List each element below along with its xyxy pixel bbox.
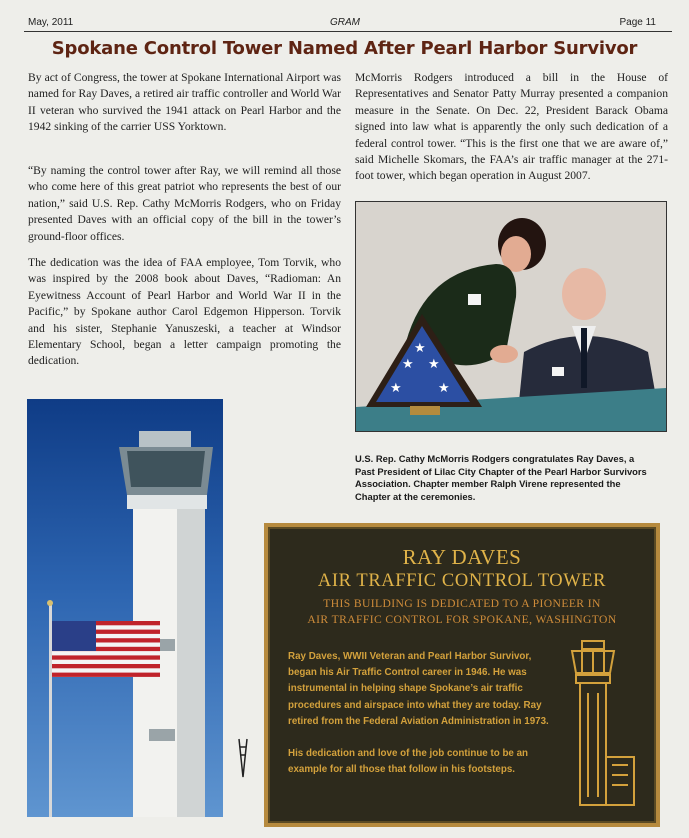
ceremony-photo: [355, 201, 667, 432]
article-paragraph-3: The dedication was the idea of FAA employee, Tom Torvik, who was inspired by the 2008 book about Daves, “Radioman: An Eyewitness Account of Pearl Harbor and World War II in the Pacific,” by Spokane author Carol Edgemon Hipperson. Torvik and his sister, Stephanie Yanuszeski, a teacher at Windsor Elementary School, began a letter campaign promoting the dedication.: [28, 256, 341, 368]
plaque-subtitle: AIR TRAFFIC CONTROL TOWER: [317, 571, 607, 591]
svg-text:★: ★: [428, 357, 440, 372]
header-rule: [24, 31, 672, 32]
svg-text:★: ★: [438, 381, 450, 396]
flag-pole: [49, 603, 52, 817]
ink-mark-icon: [236, 737, 250, 781]
plaque-closing: His dedication and love of the job continue to be an example for all those that follow in his footsteps.: [288, 748, 529, 776]
man-head: [562, 268, 606, 320]
article-paragraph-1: By act of Congress, the tower at Spokane International Airport was named for Ray Daves, a retired air traffic controller and World War II veteran who survived the 1941 attack on Pearl Harbor and the 1942 sinking of the carrier USS Yorktown.: [28, 71, 341, 134]
photo-caption: U.S. Rep. Cathy McMorris Rodgers congratulates Ray Daves, a Past President of Lilac City Chapter of the Pearl Harbor Survivors Association. Chapter member Ralph Virene represented the Chapter at the ceremonies.: [355, 453, 647, 502]
article-title: Spokane Control Tower Named After Pearl Harbor Survivor: [51, 38, 638, 59]
tower-top: [139, 431, 191, 447]
handshake: [490, 345, 518, 363]
issue-date: May, 2011: [28, 17, 74, 28]
publication-name: GRAM: [330, 17, 360, 28]
ceremony-photo-illustration: [356, 202, 666, 431]
article-paragraph-2: “By naming the control tower after Ray, we will remind all those who come here of this great patriot who represents the best of our nation,” said U.S. Rep. Cathy McMorris Rodgers, who on Friday presented Daves with an official copy of the bill in the tower’s ground-floor offices.: [28, 164, 341, 243]
svg-text:★: ★: [390, 381, 402, 396]
plaque-body: Ray Daves, WWII Veteran and Pearl Harbor Survivor, began his Air Traffic Control career in 1946. He was instrumental in helping shape Spokane’s air traffic procedures and airspace into what they are today. Ray retired from the Federal Aviation Administration in 1973.: [288, 651, 549, 727]
dedication-plaque: [264, 523, 660, 827]
plaque-name: RAY DAVES: [402, 545, 522, 569]
page-number: Page 11: [619, 17, 656, 28]
plaque-dedication-line-2: AIR TRAFFIC CONTROL FOR SPOKANE, WASHINGTON: [307, 613, 617, 626]
article-paragraph-4: McMorris Rodgers introduced a bill in the House of Representatives and Senator Patty Murray presented a companion measure in the Senate. On Dec. 22, President Barack Obama signed into law what is apparently the only such dedication of a federal control tower. “This is the first one that we are aware of,” said Michelle Skomars, the FAA’s air traffic manager at the 271-foot tower, which began operation in August 2007.: [355, 71, 668, 183]
plaque-dedication-line-1: THIS BUILDING IS DEDICATED TO A PIONEER IN: [323, 597, 601, 610]
control-tower-silhouette-icon: [560, 637, 640, 807]
tower-photo: [27, 399, 223, 817]
svg-text:★: ★: [402, 357, 414, 372]
american-flag-icon: [52, 621, 160, 677]
svg-text:★: ★: [414, 341, 426, 356]
tower-photo-illustration: [27, 399, 223, 817]
